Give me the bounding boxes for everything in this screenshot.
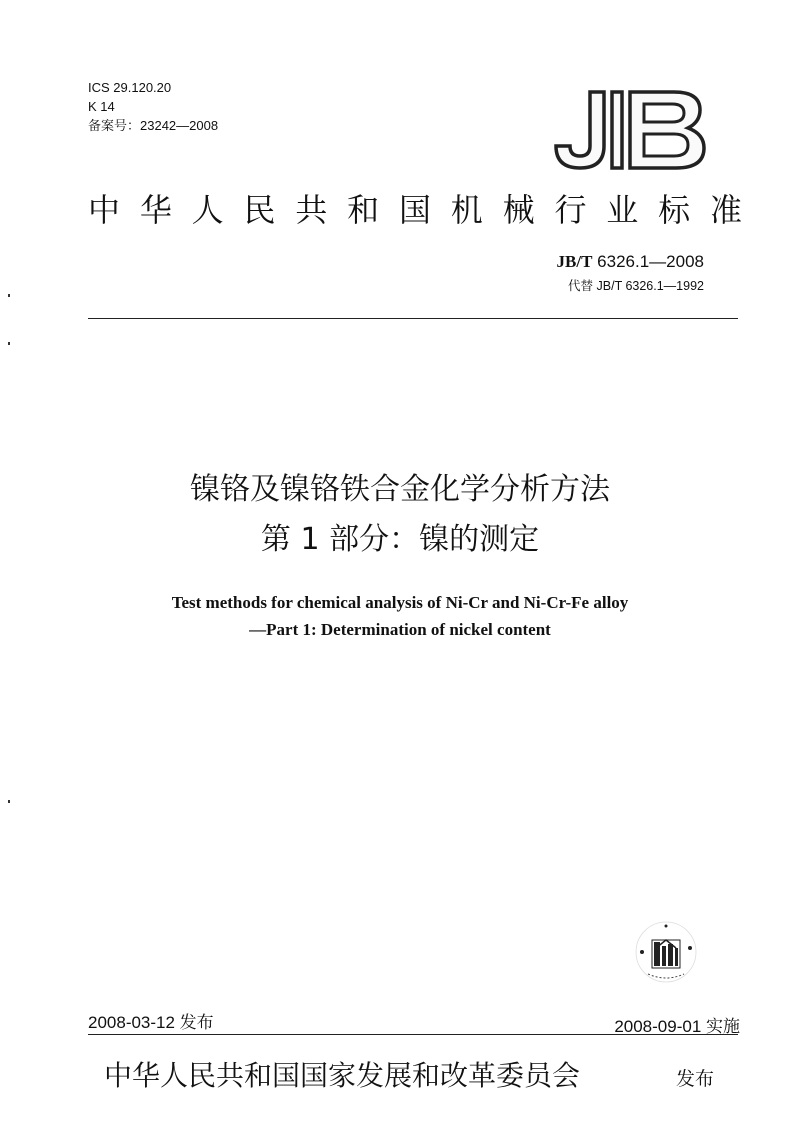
publisher-seal-icon xyxy=(632,918,700,986)
chinese-title-line2: 第 1 部分：镍的测定 xyxy=(260,522,540,557)
category-char: 华 xyxy=(139,191,172,229)
scan-speck xyxy=(8,342,10,345)
ics-code: ICS 29.120.20 xyxy=(88,80,172,95)
jb-logo xyxy=(548,88,708,172)
top-rule xyxy=(88,318,738,319)
category-char: 业 xyxy=(606,191,639,229)
category-char: 机 xyxy=(450,191,483,229)
category-char: 准 xyxy=(709,191,742,229)
record-number: 备案号：23242—2008 xyxy=(88,118,219,133)
publisher-name: 中华人民共和国国家发展和改革委员会 xyxy=(104,1059,581,1092)
issue-date: 2008-03-12 发布 xyxy=(88,1013,214,1032)
publish-label: 发布 xyxy=(676,1068,715,1090)
category-char: 中 xyxy=(88,191,121,229)
english-title-line1: Test methods for chemical analysis of Ni-Cr and Ni-Cr-Fe alloy xyxy=(171,593,629,612)
standard-number-suffix: 6326.1—2008 xyxy=(592,252,704,271)
standard-category-title xyxy=(88,188,742,232)
replaces-standard: 代替 JB/T 6326.1—1992 xyxy=(568,279,704,293)
chinese-title-line1: 镍铬及镍铬铁合金化学分析方法 xyxy=(190,472,610,507)
english-title-line2: —Part 1: Determination of nickel content xyxy=(249,620,551,639)
scan-speck xyxy=(8,800,10,803)
category-char: 共 xyxy=(295,191,328,229)
classification-code: K 14 xyxy=(88,99,115,114)
category-char: 械 xyxy=(502,191,535,229)
category-char: 标 xyxy=(658,191,691,229)
implementation-date: 2008-09-01 实施 xyxy=(614,1017,740,1036)
category-char: 人 xyxy=(191,191,224,229)
bottom-rule xyxy=(88,1034,738,1035)
category-char: 国 xyxy=(398,191,431,229)
standard-number xyxy=(557,252,704,272)
scan-speck xyxy=(8,294,10,297)
category-char: 行 xyxy=(554,191,587,229)
category-char: 民 xyxy=(243,191,276,229)
category-char: 和 xyxy=(347,191,380,229)
standard-number-prefix: JB/T xyxy=(556,252,593,271)
jb-logo-text: JB xyxy=(548,88,549,89)
